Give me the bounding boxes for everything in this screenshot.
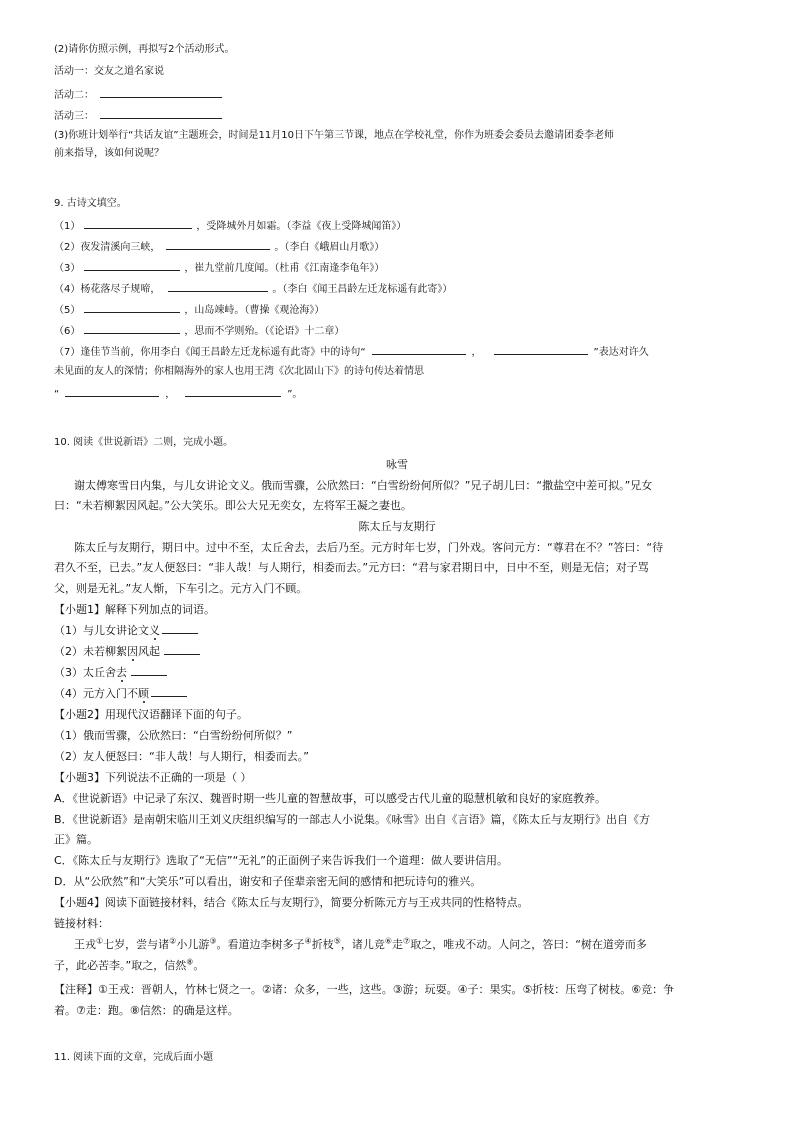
subq-1-item-3 (54, 665, 167, 680)
option-a[interactable]: A．《世说新语》中记录了东汉、魏晋时期一些儿童的智慧故事，可以感受古代儿童的聪慧机敏和良好的家庭教养。 (54, 792, 607, 805)
subq-1-item-2 (54, 644, 200, 659)
link-text: 走 (392, 938, 404, 951)
item-text: ，山岛竦峙。（曹操《观沧海》） (184, 305, 325, 316)
answer-blank[interactable] (100, 108, 222, 119)
link-text: 取之，唯戎不动。人问之，答曰：“树在道旁而多 (410, 938, 647, 951)
answer-blank[interactable] (84, 218, 192, 229)
item-text: ，受降城外月如霜。（李益《夜上受降城闻笛》） (196, 221, 407, 232)
item-number: （1） (54, 221, 81, 232)
item-text: （2）未若柳絮 (54, 645, 127, 658)
item-text: （2）夜发清溪向三峡， (54, 242, 161, 253)
passage-2-line-2: 君久不至，已去。”友人便怒曰：“非人哉！与人期行，相委而去。”元方曰：“君与家君期日中，日中不至，则是无信；对子骂 (54, 561, 649, 574)
link-material-label: 链接材料： (54, 917, 109, 930)
q9-line-2 (54, 239, 384, 255)
q9-line-5 (54, 302, 324, 318)
dotted-word: 去 (116, 666, 127, 679)
answer-blank[interactable] (372, 344, 466, 355)
subq-1-title: 【小题1】解释下列加点的词语。 (54, 603, 215, 616)
footnote-mark: ⑤ (333, 936, 341, 946)
option-d[interactable]: D．从“公欣然”和“大笑乐”可以看出，谢安和子侄辈亲密无间的感情和把玩诗句的雅兴。 (54, 875, 482, 888)
answer-blank[interactable] (84, 302, 180, 313)
answer-blank[interactable] (84, 260, 180, 271)
q9-line-6 (54, 323, 344, 339)
answer-blank[interactable] (84, 323, 180, 334)
notes-line-1: 【注释】①王戎：晋朝人，竹林七贤之一。②诸：众多，一些，这些。③游；玩耍。④子：果实。⑤折枝：压弯了树枝。⑥竞：争 (54, 983, 675, 996)
item-number: （6） (54, 326, 81, 337)
q8-activity-2 (54, 87, 222, 103)
item-text: ，崔九堂前几度闻。（杜甫《江南逢李龟年》） (184, 263, 385, 274)
link-text: 子，此必苦李。”取之，信然 (54, 959, 187, 972)
item-number: （5） (54, 305, 81, 316)
answer-blank[interactable] (494, 344, 588, 355)
q11-title: 11. 阅读下面的文章，完成后面小题 (54, 1052, 214, 1063)
item-text: ”表达对许久 (593, 347, 649, 358)
subq-3-title: 【小题3】下列说法不正确的一项是（ ） (54, 771, 252, 784)
footnote-mark: ① (96, 936, 104, 946)
answer-blank[interactable] (162, 623, 198, 634)
text-title-chentaiqiu: 陈太丘与友期行 (358, 520, 436, 533)
passage-2-line-3: 父，则是无礼。”友人惭，下车引之。元方入门不顾。 (54, 582, 308, 595)
q9-line-1 (54, 218, 406, 234)
option-b-line-1[interactable]: B．《世说新语》是南朝宋临川王刘义庆组织编写的一部志人小说集。《咏雪》出自《言语》篇，《陈太丘与友期行》出自《方 (54, 813, 651, 826)
link-material-line-2 (54, 958, 204, 973)
option-c[interactable]: C．《陈太丘与友期行》选取了“无信”“无礼”的正面例子来告诉我们一个道理：做人要讲信用。 (54, 854, 508, 867)
dotted-word: 义 (149, 624, 160, 637)
item-text: 风起 (138, 645, 160, 658)
link-material-line-1 (74, 937, 647, 952)
footnote-mark: ④ (304, 936, 312, 946)
q9-line-7b: 未见面的友人的深情；你相隔海外的家人也用王湾《次北固山下》的诗句传达着情思 (54, 366, 424, 377)
answer-blank[interactable] (151, 686, 187, 697)
notes-line-2: 着。⑦走：跑。⑧信然：的确是这样。 (54, 1004, 239, 1017)
answer-blank[interactable] (168, 281, 268, 292)
item-text: ， (471, 347, 482, 358)
answer-blank[interactable] (185, 386, 281, 397)
item-text: （1）与儿女讲论文 (54, 624, 149, 637)
q9-title: 9. 古诗文填空。 (54, 198, 127, 209)
q9-line-7c (54, 386, 302, 402)
footnote-mark: ③ (209, 936, 217, 946)
item-number: （3） (54, 263, 81, 274)
q8-part3-line2: 前来指导，该如何说呢？ (54, 148, 164, 159)
item-text: 。（李白《峨眉山月歌》） (274, 242, 385, 253)
footnote-mark: ⑦ (403, 936, 411, 946)
dotted-word: 顾 (138, 687, 149, 700)
passage-1-line-2: 曰：“未若柳絮因风起。”公大笑乐。即公大兄无奕女，左将军王凝之妻也。 (54, 499, 412, 512)
q9-line-4 (54, 281, 452, 297)
q9-line-3 (54, 260, 384, 276)
q8-part3-line1: (3)你班计划举行“共话友谊”主题班会，时间是11月10日下午第三节课，地点在学校礼堂，你作为班委会委员去邀请团委李老师 (54, 130, 614, 141)
link-text: 折枝 (311, 938, 334, 951)
q10-title: 10. 阅读《世说新语》二则，完成小题。 (54, 437, 234, 448)
passage-1-line-1: 谢太傅寒雪日内集，与儿女讲论文义。俄而雪骤，公欣然曰：“白雪纷纷何所似？”兄子胡儿曰：“撒盐空中差可拟。”兄女 (74, 479, 653, 492)
subq-2-title: 【小题2】用现代汉语翻译下面的句子。 (54, 708, 248, 721)
q8-activity-2-label: 活动二： (54, 90, 94, 101)
item-text: （3）太丘舍 (54, 666, 116, 679)
text-title-yongxue: 咏雪 (386, 458, 408, 471)
subq-2-item-1: （1）俄而雪骤，公欣然曰：“白雪纷纷何所似？” (54, 729, 293, 742)
item-text: ，思而不学则殆。（《论语》十二章） (184, 326, 345, 337)
footnote-mark: ⑧ (186, 957, 194, 967)
subq-1-item-4 (54, 686, 187, 701)
answer-blank[interactable] (164, 644, 200, 655)
option-b-line-2: 正》篇。 (54, 833, 98, 846)
answer-blank[interactable] (131, 665, 167, 676)
answer-blank[interactable] (100, 87, 222, 98)
footnote-mark: ② (169, 936, 177, 946)
link-text: 七岁，尝与诸 (103, 938, 170, 951)
item-text: （7）逢佳节当前，你用李白《闻王昌龄左迁龙标遥有此寄》中的诗句“ (54, 347, 366, 358)
q8-activity-1: 活动一：交友之道名家说 (54, 66, 164, 77)
q8-activity-3 (54, 108, 222, 124)
answer-blank[interactable] (166, 239, 270, 250)
item-text: ”。 (287, 389, 303, 400)
link-text: 王戎 (74, 938, 96, 951)
subq-4-title: 【小题4】阅读下面链接材料，结合《陈太丘与友期行》，简要分析陈元方与王戎共同的性格特点。 (54, 896, 529, 909)
item-text: （4）元方入门不 (54, 687, 138, 700)
footnote-mark: ⑥ (384, 936, 393, 946)
q9-line-7 (54, 344, 649, 360)
q8-part2: (2)请你仿照示例，再拟写2个活动形式。 (54, 44, 235, 55)
item-text: 。（李白《闻王昌龄左迁龙标遥有此寄》） (272, 284, 453, 295)
item-text: “ (54, 389, 60, 400)
passage-2-line-1: 陈太丘与友期行，期日中。过中不至，太丘舍去，去后乃至。元方时年七岁，门外戏。客问元方：“尊君在不？”答曰：“待 (74, 541, 664, 554)
dotted-word: 因 (127, 645, 138, 658)
link-text: ，诸儿竞 (340, 938, 385, 951)
subq-2-item-2: （2）友人便怒曰：“非人哉！与人期行，相委而去。” (54, 750, 309, 763)
link-text: 。看道边李树多子 (216, 938, 305, 951)
link-text: 小儿游 (176, 938, 210, 951)
link-text: 。 (193, 959, 205, 972)
item-text: ， (165, 389, 176, 400)
q8-activity-3-label: 活动三： (54, 111, 94, 122)
answer-blank[interactable] (65, 386, 159, 397)
item-text: （4）杨花落尽子规啼， (54, 284, 161, 295)
subq-1-item-1 (54, 623, 198, 638)
